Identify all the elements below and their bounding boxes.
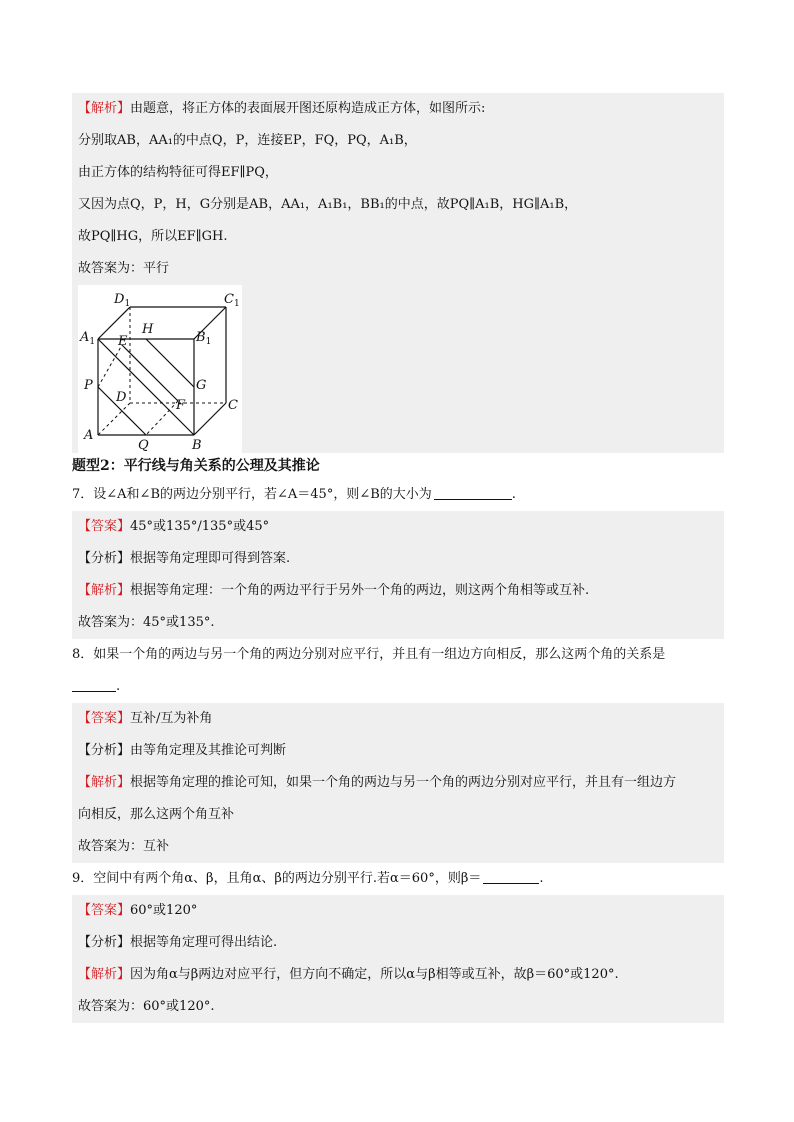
answer-text: 60°或120°	[130, 903, 198, 918]
analysis-text: 根据等角定理即可得到答案.	[130, 551, 291, 566]
label-Q: Q	[138, 438, 149, 453]
question-7	[72, 479, 724, 511]
solution-text: 因为角α与β两边对应平行，但方向不确定，所以α与β相等或互补，故β＝60°或120°.	[130, 967, 619, 982]
label-B1: $B_1$	[196, 330, 212, 347]
solution-line	[78, 959, 718, 991]
solution-text: 根据等角定理：一个角的两边平行于另外一个角的两边，则这两个角相等或互补.	[130, 583, 590, 598]
label-C: C	[228, 398, 238, 413]
solution-block-6	[72, 93, 724, 453]
analysis-text: 根据等角定理可得出结论.	[130, 935, 278, 950]
answer-blank	[483, 869, 539, 884]
solution-line-cont: 向相反，那么这两个角互补	[78, 807, 235, 822]
cube-figure	[78, 285, 718, 453]
solution-text: 根据等角定理的推论可知，如果一个角的两边与另一个角的两边分别对应平行，并且有一组边方	[130, 775, 677, 790]
label-D: D	[116, 390, 127, 405]
analysis-text: 由等角定理及其推论可判断	[130, 743, 287, 758]
solution-line-4: 又因为点Q，P，H，G分别是AB，AA₁，A₁B₁，BB₁的中点，故PQ∥A₁B，HG∥A₁B，	[78, 197, 578, 212]
answer-line	[78, 511, 718, 543]
answer-blank	[434, 485, 512, 500]
final-answer-line: 故答案为：60°或120°.	[78, 999, 215, 1014]
cube-diagram	[78, 285, 242, 453]
solution-line-3: 由正方体的结构特征可得EF∥PQ，	[78, 165, 278, 180]
final-answer-line: 故答案为：互补	[78, 839, 170, 854]
label-A: A	[84, 428, 94, 443]
label-H: H	[142, 322, 154, 337]
label-D1: $D_1$	[114, 292, 131, 309]
question-8: 8．如果一个角的两边与另一个角的两边分别对应平行，并且有一组边方向相反，那么这两个角的关系是	[72, 647, 666, 662]
analysis-text: 由题意，将正方体的表面展开图还原构造成正方体，如图所示:	[130, 101, 486, 116]
solution-block-8	[72, 703, 724, 863]
question-8-blank-line	[72, 671, 724, 703]
label-P: P	[84, 378, 93, 393]
question-7-stem: 7．设∠A和∠B的两边分别平行，若∠A＝45°，则∠B的大小为	[72, 487, 432, 502]
analysis-line	[78, 93, 718, 125]
analysis-tag: 【解析】	[78, 101, 131, 116]
solution-line-2: 分别取AB，AA₁的中点Q，P，连接EP，FQ，PQ，A₁B，	[78, 133, 417, 148]
stem-end: .	[539, 871, 544, 886]
analysis-line	[78, 735, 718, 767]
label-A1: $A_1$	[80, 330, 96, 347]
question-9	[72, 863, 724, 895]
solution-tag: 【解析】	[78, 583, 131, 598]
label-G: G	[196, 378, 207, 393]
analysis-line	[78, 543, 718, 575]
answer-line	[78, 703, 718, 735]
solution-line	[78, 575, 718, 607]
solution-line	[78, 767, 718, 799]
solution-tag: 【解析】	[78, 775, 131, 790]
analysis-tag: 【分析】	[78, 743, 131, 758]
label-C1: $C_1$	[224, 292, 240, 309]
solution-tag: 【解析】	[78, 967, 131, 982]
question-9-stem: 9．空间中有两个角α、β，且角α、β的两边分别平行.若α＝60°，则β＝	[72, 871, 482, 886]
answer-tag: 【答案】	[78, 519, 131, 534]
answer-blank	[72, 677, 116, 692]
analysis-tag: 【分析】	[78, 935, 131, 950]
solution-line-5: 故PQ∥HG，所以EF∥GH.	[78, 229, 228, 244]
answer-tag: 【答案】	[78, 711, 131, 726]
label-E: E	[118, 334, 128, 349]
answer-tag: 【答案】	[78, 903, 131, 918]
stem-end: .	[511, 487, 516, 502]
document-page	[72, 93, 724, 1023]
stem-end: .	[116, 679, 121, 694]
final-answer-line: 故答案为：45°或135°.	[78, 615, 215, 630]
solution-block-9	[72, 895, 724, 1023]
final-answer-line: 故答案为：平行	[78, 261, 170, 276]
answer-text: 45°或135°/135°或45°	[130, 519, 270, 534]
answer-text: 互补/互为补角	[130, 711, 213, 726]
analysis-line	[78, 927, 718, 959]
label-F: F	[176, 398, 186, 413]
solution-block-7	[72, 511, 724, 639]
answer-line	[78, 895, 718, 927]
analysis-tag: 【分析】	[78, 551, 131, 566]
label-B: B	[192, 438, 202, 453]
section-heading: 题型2：平行线与角关系的公理及其推论	[72, 458, 320, 474]
